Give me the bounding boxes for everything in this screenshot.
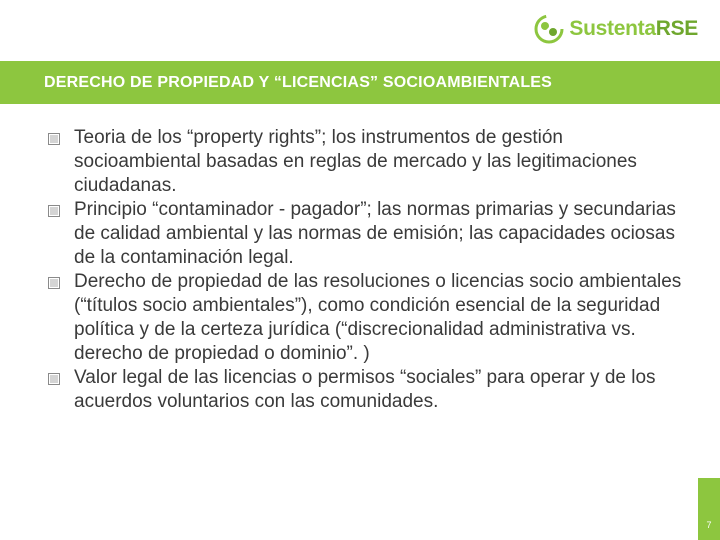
bullet-text: Principio “contaminador - pagador”; las normas primarias y secundarias de calidad ambiental y las normas de emisión; las capacidades ociosas de la contaminación legal.	[74, 199, 676, 268]
bullet-text: Valor legal de las licencias o permisos “sociales” para operar y de los acuerdos voluntarios con las comunidades.	[74, 367, 656, 412]
page-number: 7	[706, 520, 712, 530]
checkbox-square-icon	[48, 373, 60, 385]
bullet-text: Derecho de propiedad de las resoluciones o licencias socio ambientales (“títulos socio ambientales”), como condición esencial de la seguridad política y de la certeza jurídica (“discrecionalidad administrativa vs. derecho de propiedad o dominio”. )	[74, 271, 682, 364]
logo-text-light: Sustenta	[569, 17, 656, 40]
bullet-item	[48, 126, 688, 198]
title-bar	[0, 61, 720, 104]
bullet-item	[48, 270, 688, 366]
bullet-item	[48, 366, 688, 414]
sustentarse-logo	[534, 14, 698, 44]
page-number-badge	[698, 478, 720, 540]
checkbox-square-icon	[48, 277, 60, 289]
logo-text-strong: RSE	[655, 17, 698, 40]
checkbox-square-icon	[48, 133, 60, 145]
checkbox-square-icon	[48, 205, 60, 217]
bullet-list	[48, 126, 688, 414]
bullet-item	[48, 198, 688, 270]
sustentarse-logo-icon	[534, 14, 564, 44]
bullet-text: Teoria de los “property rights”; los instrumentos de gestión socioambiental basadas en reglas de mercado y las legitimaciones ciudadanas.	[74, 127, 637, 196]
logo-text	[569, 17, 698, 41]
slide-title: DERECHO DE PROPIEDAD Y “LICENCIAS” SOCIOAMBIENTALES	[44, 73, 553, 91]
